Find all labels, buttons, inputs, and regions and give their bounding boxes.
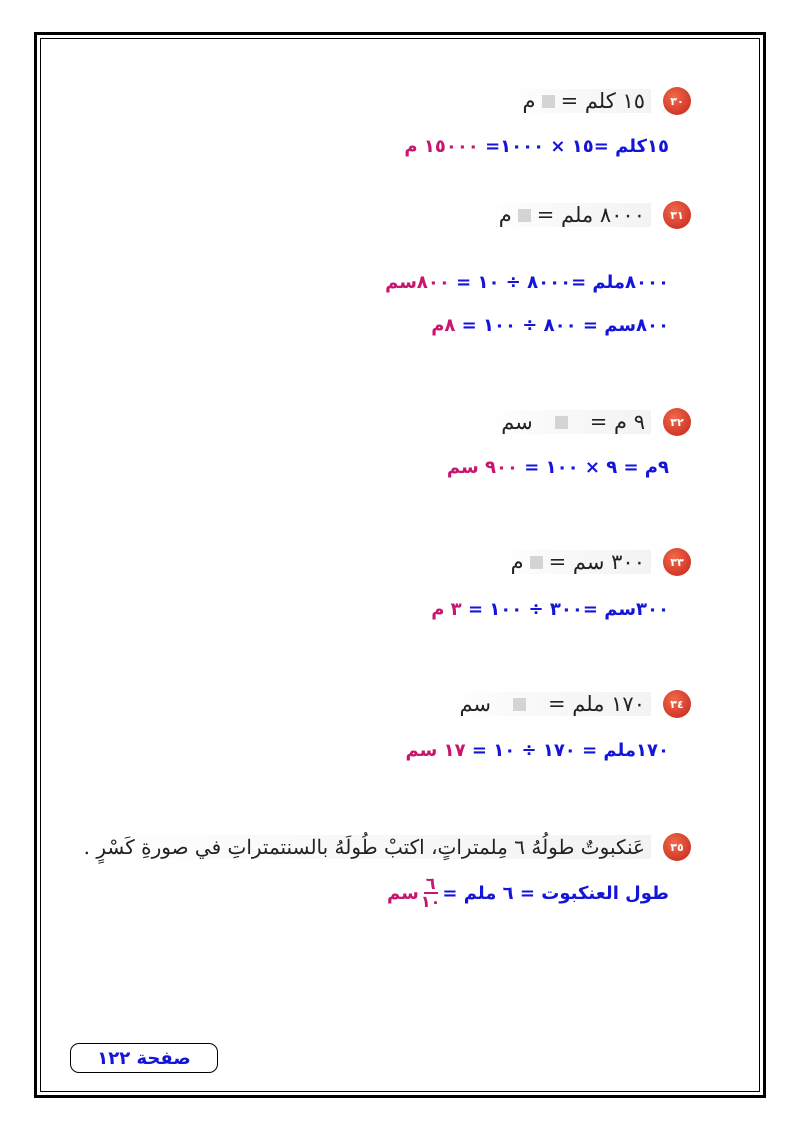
question-unit: سم bbox=[501, 410, 533, 434]
blank-box bbox=[518, 209, 531, 222]
question-text: ٣٠٠ سم = bbox=[548, 550, 645, 574]
blank-box bbox=[542, 95, 555, 108]
question-text: ٩ م = bbox=[589, 410, 645, 434]
problem-32-answer: ٩م = ٩ × ١٠٠ = ٩٠٠ سم bbox=[446, 457, 669, 478]
problem-34-question bbox=[445, 687, 691, 721]
question-unit: م bbox=[522, 89, 536, 113]
question-unit: م bbox=[498, 203, 512, 227]
blank-box bbox=[555, 416, 568, 429]
problem-number-badge: ٣٢ bbox=[663, 408, 691, 436]
page-number-label: صفحة ١٢٢ bbox=[70, 1043, 218, 1073]
problem-number-badge: ٣٠ bbox=[663, 87, 691, 115]
blank-box bbox=[513, 698, 526, 711]
problem-number-badge: ٣٣ bbox=[663, 548, 691, 576]
question-unit: م bbox=[510, 550, 524, 574]
problem-31-answer-line-1: ٨٠٠٠ملم =٨٠٠٠ ÷ ١٠ = ٨٠٠سم bbox=[385, 272, 669, 293]
question-text: ١٧٠ ملم = bbox=[548, 692, 645, 716]
problem-33-answer: ٣٠٠سم =٣٠٠ ÷ ١٠٠ = ٣ م bbox=[431, 599, 669, 620]
problem-31-question bbox=[485, 198, 691, 232]
blank-box bbox=[530, 556, 543, 569]
problem-number-badge: ٣١ bbox=[663, 201, 691, 229]
problem-33-question bbox=[497, 545, 691, 579]
question-text: ٨٠٠٠ ملم = bbox=[536, 203, 645, 227]
problem-30-answer: ١٥كلم =١٥ × ١٠٠٠= ١٥٠٠٠ م bbox=[404, 136, 669, 157]
fraction: $\frac{٦}{١٠}$ bbox=[420, 874, 441, 911]
problem-35-answer: طول العنكبوت = ٦ ملم = $\frac{٦}{١٠}$ سم bbox=[387, 874, 669, 911]
problem-35-question bbox=[80, 830, 691, 864]
problem-30-question bbox=[509, 84, 691, 118]
problem-32-question bbox=[487, 405, 691, 439]
question-text: عَنكبوتٌ طولُهُ ٦ مِلمتراتٍ، اكتبْ طُولَهُ بالسنتمتراتِ في صورةِ كَسْرٍ . bbox=[83, 835, 645, 859]
question-unit: سم bbox=[459, 692, 492, 716]
question-text: ١٥ كلم = bbox=[560, 89, 645, 113]
problem-number-badge: ٣٤ bbox=[663, 690, 691, 718]
problem-31-answer-line-2: ٨٠٠سم = ٨٠٠ ÷ ١٠٠ = ٨م bbox=[431, 315, 669, 336]
problem-34-answer: ١٧٠ملم = ١٧٠ ÷ ١٠ = ١٧ سم bbox=[405, 740, 669, 761]
problem-number-badge: ٣٥ bbox=[663, 833, 691, 861]
